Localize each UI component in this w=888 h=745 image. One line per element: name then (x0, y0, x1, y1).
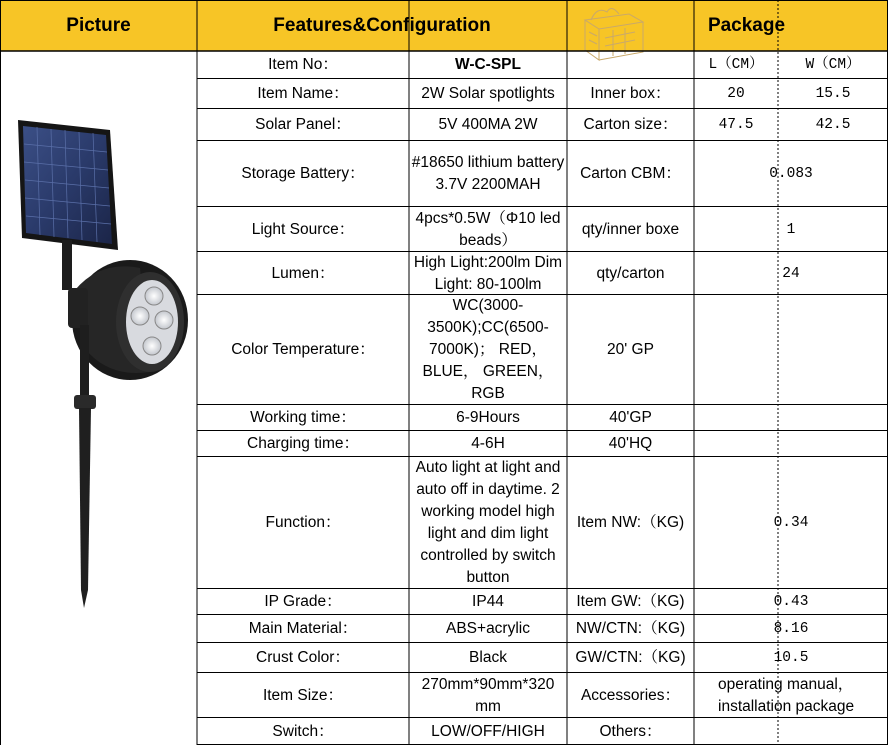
feature-label: Charging time： (247, 435, 359, 452)
package-w-value (778, 718, 888, 745)
package-label: qty/carton (596, 264, 665, 282)
package-l-value (694, 431, 778, 457)
package-w-value: 15.5 (815, 86, 851, 102)
feature-value: #18650 lithium battery 3.7V 2200MAH (411, 154, 565, 193)
feature-value: W-C-SPL (455, 56, 521, 73)
feature-value: 6-9Hours (456, 409, 520, 426)
feature-label: Storage Battery： (241, 165, 365, 182)
package-merged-value: 0.43 (773, 594, 809, 610)
feature-value: 4-6H (471, 435, 505, 452)
package-label: 40'HQ (608, 435, 653, 452)
feature-label: Light Source： (251, 220, 355, 238)
package-col-l: L（CM） (708, 57, 764, 73)
feature-label: IP Grade： (264, 593, 342, 610)
feature-value: 5V 400MA 2W (438, 116, 538, 133)
package-header-label: Package (707, 14, 786, 36)
feature-label: Item Size： (262, 686, 344, 704)
package-l-value (694, 718, 778, 745)
package-w-value: 42.5 (815, 117, 851, 133)
package-l-value (694, 405, 778, 431)
package-label: Others： (599, 722, 662, 740)
package-label: 20' GP (607, 341, 654, 358)
package-label: Carton CBM： (580, 165, 681, 182)
package-l-value (694, 295, 778, 405)
feature-label: Main Material： (248, 620, 358, 637)
package-merged-value: 0.34 (773, 515, 809, 531)
feature-value: High Light:200lm Dim Light: 80-100lm (413, 253, 563, 293)
feature-label: Color Temperature： (231, 341, 375, 358)
feature-value: Black (469, 649, 507, 666)
package-label: Carton size： (583, 116, 678, 133)
package-label: Accessories： (580, 686, 681, 704)
package-w-value (778, 295, 888, 405)
feature-label: Working time： (250, 409, 356, 426)
package-w-value (778, 431, 888, 457)
features-header: Features&Configuration (197, 0, 567, 51)
package-label: Item NW:（KG) (576, 514, 685, 531)
package-merged-value: 24 (782, 265, 800, 282)
feature-label: Crust Color： (256, 649, 350, 666)
package-l-value: 47.5 (718, 117, 754, 133)
package-w-value (778, 405, 888, 431)
package-label (567, 51, 694, 79)
package-label: 40'GP (609, 409, 652, 426)
package-merged-value: 8.16 (773, 621, 809, 637)
feature-value: 2W Solar spotlights (421, 85, 555, 102)
package-label: Item GW:（KG) (576, 593, 685, 610)
feature-label: Item No： (268, 56, 338, 73)
feature-value: 270mm*90mm*320 mm (421, 675, 555, 715)
package-label: qty/inner boxe (581, 220, 680, 238)
feature-value: Auto light at light and auto off in daytime. 2 working model high light and dim light controlled by switch button (415, 459, 561, 586)
package-l-value: 20 (727, 86, 745, 102)
picture-header: Picture (0, 0, 197, 51)
package-merged-value: operating manual， installation package (718, 675, 855, 715)
feature-label: Lumen： (271, 264, 335, 282)
package-label: GW/CTN:（KG) (575, 649, 686, 666)
feature-value: WC(3000-3500K);CC(6500-7000K)； RED，BLUE， GREEN，RGB (422, 297, 554, 402)
package-label: Inner box： (590, 85, 671, 102)
feature-value: LOW/OFF/HIGH (431, 722, 545, 740)
feature-label: Item Name： (257, 85, 349, 102)
feature-value: 4pcs*0.5W（Φ10 led beads） (415, 209, 561, 249)
package-col-w: W（CM） (805, 57, 861, 73)
package-merged-value: 1 (786, 221, 796, 238)
solar-spotlight-photo (0, 110, 197, 615)
package-merged-value: 0.083 (769, 166, 813, 182)
package-merged-value: 10.5 (773, 650, 809, 666)
feature-value: IP44 (472, 593, 504, 610)
feature-label: Switch： (272, 722, 334, 740)
feature-value: ABS+acrylic (446, 620, 530, 637)
feature-label: Solar Panel： (255, 116, 351, 133)
package-label: NW/CTN:（KG) (575, 620, 686, 637)
feature-label: Function： (265, 514, 341, 531)
